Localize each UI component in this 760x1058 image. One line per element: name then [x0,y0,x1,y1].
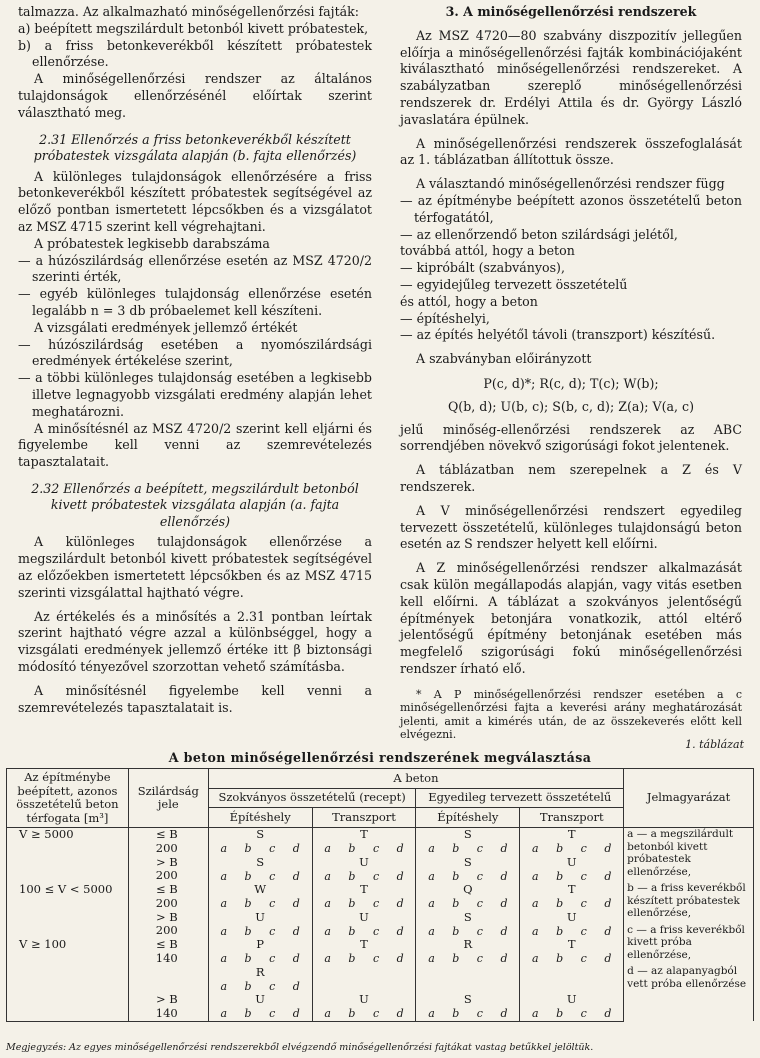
check-type-letter: b [244,869,252,883]
system-letter: T [360,937,368,951]
check-type-letters [419,870,516,884]
system-cell [520,938,624,966]
check-type-letter: c [580,924,587,938]
check-type-letters [212,1007,309,1021]
list-item: a) beépített megszilárdult betonból kivett próbatestek, [18,20,369,36]
check-type-letter: d [396,952,404,965]
section-heading-3: 3. A minőségellenőrzési rendszerek [445,4,697,19]
check-type-letter: b [452,897,460,910]
header-site: Építéshely [208,808,312,828]
table-row [7,828,754,856]
check-type-letter: c [269,1007,276,1020]
check-type-letters [212,952,309,966]
check-type-letter: d [292,869,300,883]
system-cell [520,911,624,939]
check-type-letter: b [556,897,564,910]
check-type-letter: b [244,924,252,938]
system-letter: S [463,827,472,841]
check-type-letter: c [476,897,483,910]
header-transport: Transzport [312,808,416,828]
check-type-letter: a [324,924,331,938]
legend-entry: a — a megszilárdult betonból kivett próbatestek ellenőrzése, [627,828,734,878]
system-letter [316,966,413,980]
paragraph: A különleges tulajdonságok ellenőrzésére a friss betonkeverékből készített próbatestek segítségével az előző pontban ismertetett lépcsőkben és a vizsgálatot az MSZ 4715 szerint kell végrehajtani. [18,168,372,234]
system-letter: W [254,882,267,896]
check-type-letter: c [476,869,483,883]
check-type-letter: a [220,869,228,883]
check-type-letters [316,1007,413,1021]
system-cell [416,938,520,966]
paragraph: és attól, hogy a beton [400,293,538,309]
check-type-letters [212,980,309,994]
system-cell [312,993,416,1021]
dash-item: — az ellenőrzendő beton szilárdsági jelétől, [400,226,678,242]
check-type-letter: c [372,924,380,938]
strength-cell: ≤ B 140 [128,938,208,966]
check-type-letter: c [476,842,483,855]
check-type-letter: d [500,1007,508,1020]
system-letter: U [255,909,265,924]
check-type-letters [523,925,620,939]
system-cell [520,966,624,994]
formula-line: Q(b, d); U(b, c); S(b, c, d); Z(a); V(a, c) [447,398,695,414]
paragraph: A táblázatban nem szerepelnek a Z és V rendszerek. [400,462,742,494]
check-type-letters [212,870,309,884]
check-type-letter: c [580,842,587,855]
right-column [400,4,742,742]
volume-cell [7,993,129,1021]
system-letter [419,966,516,980]
check-type-letter: c [580,897,587,910]
dash-item: — a húzószilárdság ellenőrzése esetén az MSZ 4720/2 szerinti érték, [18,252,372,285]
paragraph: A vizsgálati eredmények jellemző értékét [34,319,298,335]
check-type-letter: a [428,924,435,938]
legend-entry: c — a friss keverékből kivett próba ellenőrzése, [627,923,745,961]
paragraph: A Z minőségellenőrzési rendszer alkalmazását csak külön megállapodás alapján, vagy vitás esetben kell előírni. A táblázat a szokványos jelentőségű építmények betonjára vonatkozik, attól eltérő jelentőségű építmény betonjának esetében más megfelelő szigorúsági fokú minőségellenőrzési rendszer írható elő. [400,560,742,676]
paragraph: A választandó minőségellenőrzési rendszer függ [416,176,725,192]
system-letter: U [359,854,369,869]
legend-entry: d — az alapanyagból vett próba ellenőrzése [627,965,747,990]
check-type-letters [419,897,516,911]
check-type-letters [419,1007,516,1021]
check-type-letters [523,870,620,884]
check-type-letter: d [396,924,404,938]
dash-item: — húzószilárdság esetében a nyomószilárdsági eredmények értékelése szerint, [18,336,372,369]
paragraph: jelű minőség-ellenőrzési rendszerek az ABC sorrendjében növekvő szigorúsági fokot jelentenek. [400,421,742,454]
system-cell [416,911,520,939]
check-type-letter: d [500,869,508,883]
check-type-letter: d [604,1007,612,1020]
system-cell [416,828,520,856]
system-cell [520,856,624,884]
check-type-letter: b [556,1007,564,1020]
paragraph: A különleges tulajdonságok ellenőrzése a megszilárdult betonból kivett próbatestek segítségével az előzőekben ismertetett lépcsőkben és az MSZ 4715 szerinti vizsgálattal hajtható végre. [18,534,372,600]
check-type-letters [523,1007,620,1021]
system-letter: U [359,909,369,924]
check-type-letter: c [580,952,587,965]
header-legend: Jelmagyarázat [624,769,754,828]
section-heading-2-31: 2.31 Ellenőrzés a friss betonkeverékből készített próbatestek vizsgálata alapján (b. fajta ellenőrzés) [33,131,357,164]
system-cell [312,966,416,994]
check-type-letter: a [532,1007,539,1020]
check-type-letter: d [500,952,508,965]
check-type-letter: b [348,952,356,965]
system-letter: S [256,827,265,841]
system-cell [208,938,312,966]
check-type-letters [316,897,413,911]
check-type-letter: a [428,869,435,883]
system-letter: U [255,992,265,1006]
system-cell [312,883,416,911]
check-type-letter: d [292,952,300,965]
check-type-letter: d [396,1007,404,1020]
check-type-letter: d [396,897,404,910]
system-letter: U [566,854,577,869]
system-letter: P [256,937,265,951]
check-type-letter: c [269,869,276,883]
check-type-letter: d [500,924,508,938]
check-type-letter: a [428,952,435,965]
header-strength: Szilárdság jele [128,769,208,828]
system-cell [208,966,312,994]
system-letter: U [566,992,577,1006]
check-type-letter: b [348,842,356,855]
check-type-letter: d [604,869,612,883]
check-type-letter: a [220,842,228,855]
paragraph: A minőségellenőrzési rendszer az általános tulajdonságok ellenőrzésénél előírtak szerint választható meg. [18,71,372,120]
legend-cell [624,828,754,1022]
header-site: Építéshely [416,808,520,828]
volume-cell [7,856,129,884]
check-type-letter: a [428,842,435,855]
header-custom: Egyedileg tervezett összetételű [416,788,624,808]
system-cell [312,828,416,856]
check-type-letter: c [269,979,276,993]
system-cell [416,993,520,1021]
paragraph: A V minőségellenőrzési rendszert egyedileg tervezett összetételű, különleges tulajdonságú beton esetén az S rendszer helyett kell előírni. [400,502,742,552]
system-cell [416,966,520,994]
check-type-letter: d [604,924,612,938]
check-type-letter: a [532,952,539,965]
check-type-letter: c [269,924,276,938]
table-reference: 1. táblázat [685,738,744,751]
check-type-letter: c [372,842,380,855]
system-letter: S [463,992,472,1006]
check-type-letters [212,925,309,939]
check-type-letter: b [348,924,356,938]
paragraph: Az MSZ 4720—80 szabvány diszpozitív jellegűen előírja a minőségellenőrzési fajták kombinációjaként kiválasztható minőségellenőrzési rendszereket. A szabályzatban szereplő minőségellenőrzési rendszerek dr. Erdélyi Attila és dr. György László javaslatára épülnek. [400,27,742,127]
check-type-letter: b [348,897,356,910]
table-note: Megjegyzés: Az egyes minőségellenőrzési rendszerekből elvégzendő minőségellenőrzési fajtákat vastag betűkkel jelöltük. [6,1042,594,1053]
check-type-letters [419,925,516,939]
system-cell [208,856,312,884]
left-column [18,4,372,716]
dash-item: — építéshelyi, [400,310,490,326]
check-type-letter: b [244,842,252,855]
check-type-letter: a [220,1007,228,1020]
paragraph: A minősítésnél az MSZ 4720/2 szerint kell eljárni és figyelembe kell venni az szemrevételezés tapasztalatait. [18,420,372,470]
paragraph: A minősítésnél figyelembe kell venni a szemrevételezés tapasztalatait is. [18,682,372,715]
system-letter: S [463,854,472,869]
strength-cell: > B 140 [128,993,208,1021]
check-type-letters [316,842,413,856]
header-beton: A beton [208,769,623,789]
check-type-letter: b [452,869,460,883]
footnote: * A P minőségellenőrzési rendszer esetében a c minőségellenőrzési fajta a keverési arány meghatározását jelenti, amit a kimérés után, de az összekeverés előtt kell elvégezni. [400,687,742,742]
check-type-letter: b [452,842,460,855]
volume-cell [7,966,129,994]
check-type-letters [316,925,413,939]
check-type-letter: c [476,924,483,938]
system-cell [520,883,624,911]
header-volume: Az építménybe beépített, azonos összetételű beton térfogata [m³] [7,769,129,828]
check-type-letter: c [580,1007,587,1020]
check-type-letter: a [324,869,331,883]
check-type-letter: c [269,842,276,855]
system-cell [416,856,520,884]
check-type-letter: a [220,979,228,993]
check-type-letters [316,870,413,884]
strength-cell: > B 200 [128,911,208,939]
check-type-letter: b [556,869,564,883]
header-transport: Transzport [520,808,624,828]
system-cell [520,993,624,1021]
dash-item: — a többi különleges tulajdonság esetében a legkisebb illetve legnagyobb vizsgálati eredmény alapján lehet meghatározni. [18,370,372,419]
check-type-letter: c [372,952,380,965]
check-type-letter: b [556,842,564,855]
table-title: A beton minőségellenőrzési rendszerének megválasztása [168,750,592,765]
check-type-letter: a [324,897,331,910]
system-cell [520,828,624,856]
check-type-letter: c [372,897,380,910]
check-type-letters [316,952,413,966]
system-cell [208,993,312,1021]
strength-cell [128,966,208,994]
system-letter: T [567,937,576,951]
check-type-letter: b [556,952,564,965]
check-type-letter: a [532,897,539,910]
check-type-letter: a [428,1007,435,1020]
check-type-letter: d [292,897,300,910]
system-letter: U [566,909,577,924]
check-type-letter: d [604,842,612,855]
check-type-letter: b [244,952,252,965]
check-type-letter: b [452,1007,460,1020]
check-type-letters [523,897,620,911]
check-type-letter: a [428,897,435,910]
legend-entry: b — a friss keverékből készített próbatestek ellenőrzése, [627,882,746,919]
check-type-letter: a [324,952,331,965]
check-type-letter: c [269,897,276,910]
check-type-letter: d [292,842,300,855]
check-type-letters [523,842,620,856]
check-type-letter: d [500,842,508,855]
check-type-letter: a [532,924,539,938]
system-letter: R [255,964,265,979]
check-type-letter: c [269,952,276,965]
volume-cell: V ≥ 5000 [7,828,129,856]
dash-item: — kipróbált (szabványos), [400,260,565,276]
paragraph: A próbatestek legkisebb darabszáma [34,235,270,251]
check-type-letter: a [532,842,539,855]
paragraph: A szabványban előirányzott [416,351,592,367]
system-cell [312,856,416,884]
check-type-letter: d [396,842,404,855]
check-type-letters [212,842,309,856]
system-letter: T [567,827,576,841]
check-type-letter: c [580,869,587,883]
dash-item: — az építés helyétől távoli (transzport) készítésű. [400,327,716,343]
paragraph: talmazza. Az alkalmazható minőségellenőrzési fajták: [18,4,360,19]
check-type-letter: b [244,979,252,993]
system-letter: T [567,882,576,896]
system-letter: S [463,909,472,924]
check-type-letter: b [348,869,356,883]
system-cell [416,883,520,911]
check-type-letter: c [476,1007,483,1020]
check-type-letter: a [220,952,228,965]
dash-item: — egyidejűleg tervezett összetételű [400,276,628,292]
check-type-letter: b [452,924,460,938]
check-type-letter: d [604,897,612,910]
system-letter: U [359,992,369,1006]
volume-cell: 100 ≤ V < 5000 [7,883,129,911]
check-type-letter: a [220,897,228,910]
check-type-letter: c [476,952,483,965]
check-type-letter: b [348,1007,356,1020]
strength-cell: ≤ B 200 [128,828,208,856]
system-letter: Q [463,882,473,896]
check-type-letter: a [220,924,228,938]
check-type-letters [523,952,620,966]
header-standard: Szokványos összetételű (recept) [208,788,416,808]
system-letter: T [360,827,368,841]
system-cell [312,938,416,966]
system-letter [523,966,620,980]
check-type-letter: c [372,869,380,883]
volume-cell: V ≥ 100 [7,938,129,966]
check-type-letter: b [244,897,252,910]
formula-line: P(c, d)*; R(c, d); T(c); W(b); [483,375,659,391]
check-type-letter: a [324,842,331,855]
check-type-letter: b [244,1007,252,1020]
volume-cell [7,911,129,939]
check-type-letter: d [292,979,300,993]
system-letter: R [463,937,473,951]
check-type-letter: b [452,952,460,965]
check-type-letter: d [292,1007,300,1020]
section-heading-2-32: 2.32 Ellenőrzés a beépített, megszilárdult betonból kivett próbatestek vizsgálata alapján (a. fajta ellenőrzés) [31,480,359,529]
list-item: b) a friss betonkeverékből készített próbatestek ellenőrzése. [18,37,372,70]
strength-cell: ≤ B 200 [128,883,208,911]
check-type-letter: b [556,924,564,938]
quality-system-table [6,768,754,1022]
strength-cell: > B 200 [128,856,208,884]
paragraph: A minőségellenőrzési rendszerek összefoglalását az 1. táblázatban állítottuk össze. [400,135,742,168]
dash-item: — az építménybe beépített azonos összetételű beton térfogatától, [400,192,742,225]
paragraph: Az értékelés és a minősítés a 2.31 pontban leírtak szerint hajtható végre azzal a különbséggel, hogy a vizsgálati eredmények jellemző értéke itt β biztonsági módosító tényezővel szorzottan vehető számításba. [18,608,372,674]
check-type-letter: a [324,1007,331,1020]
check-type-letter: d [396,869,404,883]
check-type-letters [419,952,516,966]
system-cell [312,911,416,939]
check-type-letter: d [500,897,508,910]
check-type-letters [419,842,516,856]
system-cell [208,828,312,856]
check-type-letter: a [532,869,539,883]
dash-item: — egyéb különleges tulajdonság ellenőrzése esetén legalább n = 3 db próbaelemet kell készíteni. [18,286,372,318]
check-type-letters [212,897,309,911]
check-type-letter: d [604,952,612,965]
system-cell [208,883,312,911]
check-type-letter: d [292,924,300,938]
system-letter: S [256,854,265,869]
system-letter: T [360,882,368,896]
paragraph: továbbá attól, hogy a beton [400,243,575,259]
system-cell [208,911,312,939]
check-type-letter: c [372,1007,380,1020]
